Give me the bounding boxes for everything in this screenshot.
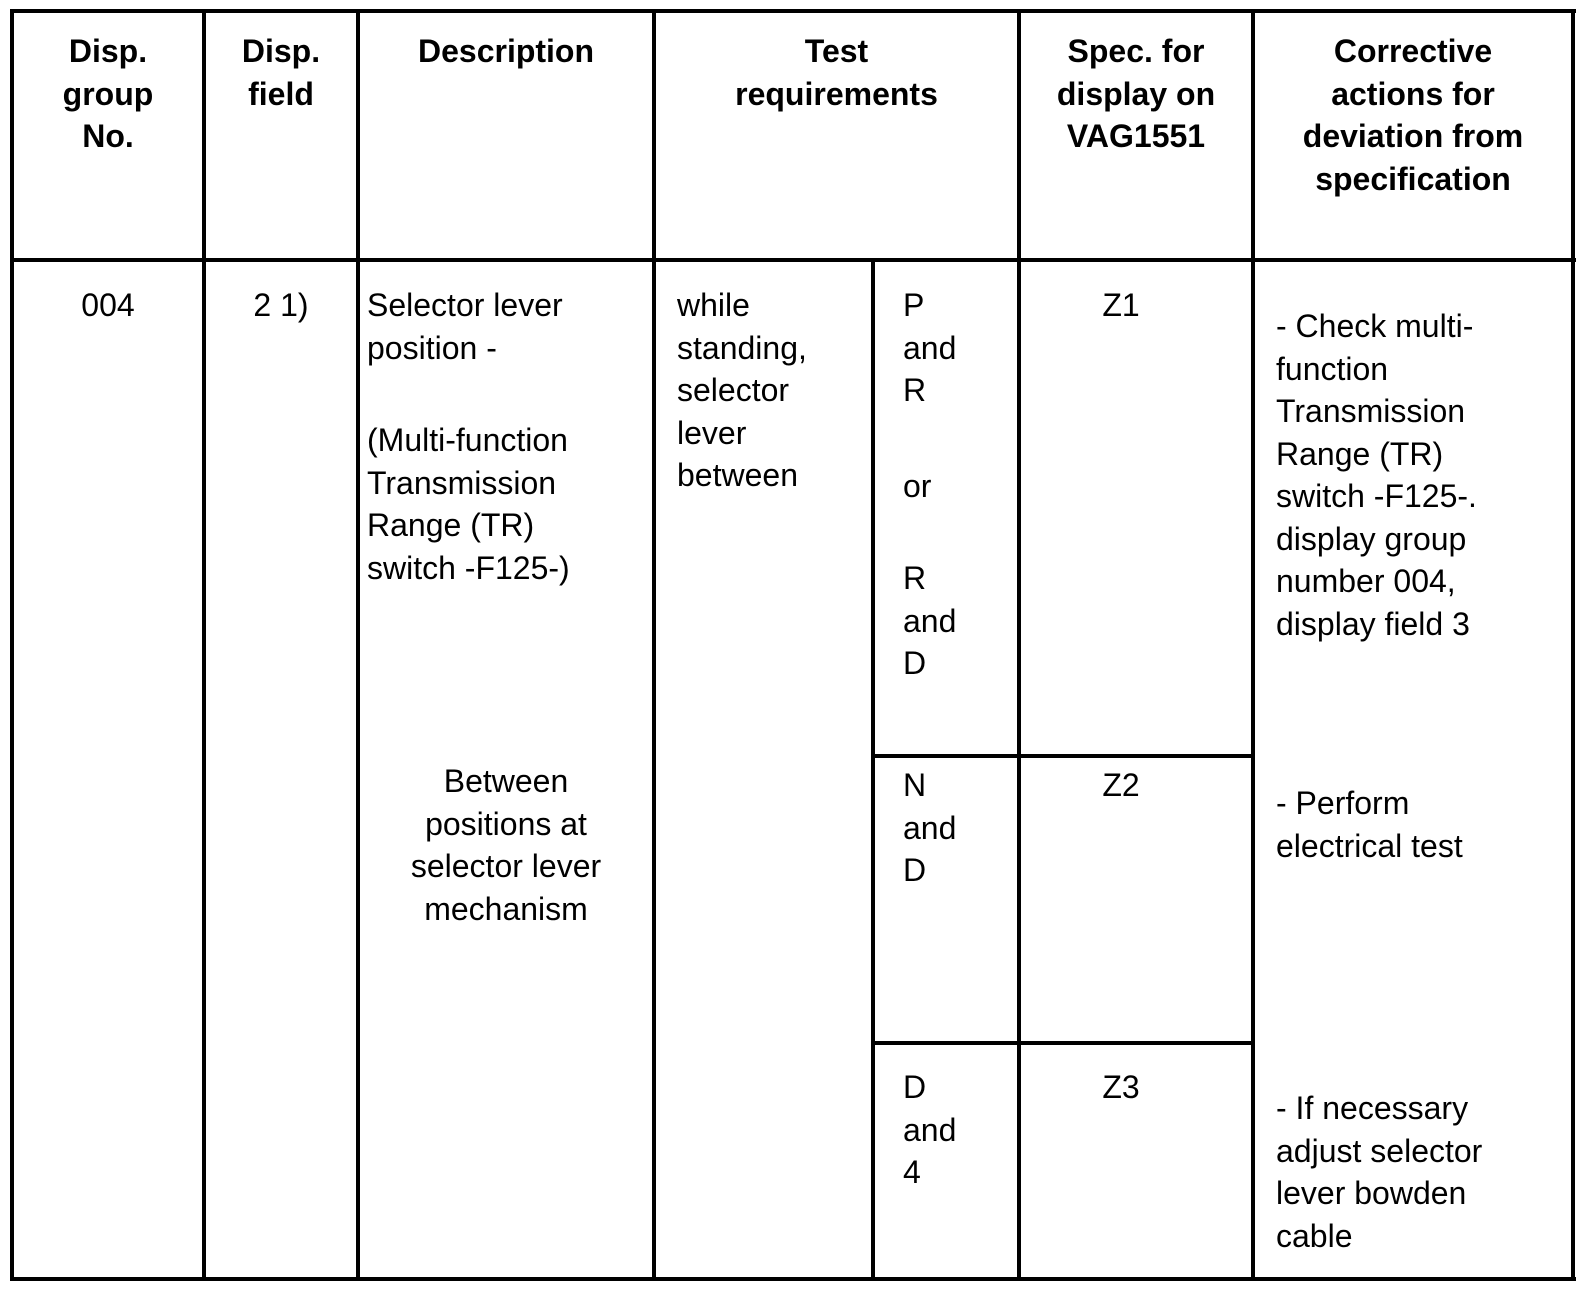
header-description: Description — [417, 33, 595, 69]
header-spec-display: Spec. for display on VAG1551 — [1056, 33, 1216, 154]
cell-corrective-check: - Check multi- function Transmission Range (TR) switch -F125-. display group number 004, display field 3 — [1276, 308, 1477, 642]
header-corrective-actions: Corrective actions for deviation from specification — [1302, 33, 1524, 197]
table-border-left — [10, 9, 14, 1281]
column-divider-2 — [356, 9, 360, 1281]
cell-position-range-p-r: P and R — [903, 287, 957, 408]
cell-disp-field: 2 1) — [253, 287, 309, 323]
cell-description-main: Selector lever position - — [367, 287, 563, 366]
cell-position-range-d-4: D and 4 — [903, 1069, 957, 1190]
cell-disp-group: 004 — [81, 287, 135, 323]
cell-description-sub: (Multi-function Transmission Range (TR) switch -F125-) — [367, 422, 570, 586]
header-divider — [10, 258, 1576, 262]
cell-spec-z3: Z3 — [1102, 1069, 1140, 1105]
cell-corrective-adjust: - If necessary adjust selector lever bowden cable — [1276, 1090, 1483, 1254]
cell-corrective-electrical: - Perform electrical test — [1276, 785, 1463, 864]
column-divider-3b — [871, 258, 875, 1281]
cell-spec-z2: Z2 — [1102, 767, 1140, 803]
cell-position-range-r-d: R and D — [903, 560, 957, 681]
column-divider-3 — [652, 9, 656, 1281]
table-border-bottom — [10, 1277, 1576, 1281]
column-divider-1 — [202, 9, 206, 1281]
table-border-top — [10, 9, 1576, 13]
cell-position-range-n-d: N and D — [903, 767, 957, 888]
header-disp-group: Disp. group No. — [62, 33, 154, 154]
row-divider-z2-z3 — [871, 1041, 1253, 1045]
row-divider-z1-z2 — [871, 754, 1253, 758]
header-disp-field: Disp. field — [241, 33, 321, 112]
cell-spec-z1: Z1 — [1102, 287, 1140, 323]
header-test-requirements: Test requirements — [735, 33, 938, 112]
table-border-right — [1571, 9, 1575, 1281]
cell-test-condition: while standing, selector lever between — [677, 287, 807, 493]
cell-description-note: Between positions at selector lever mechanism — [410, 763, 602, 927]
cell-position-or: or — [903, 468, 932, 504]
